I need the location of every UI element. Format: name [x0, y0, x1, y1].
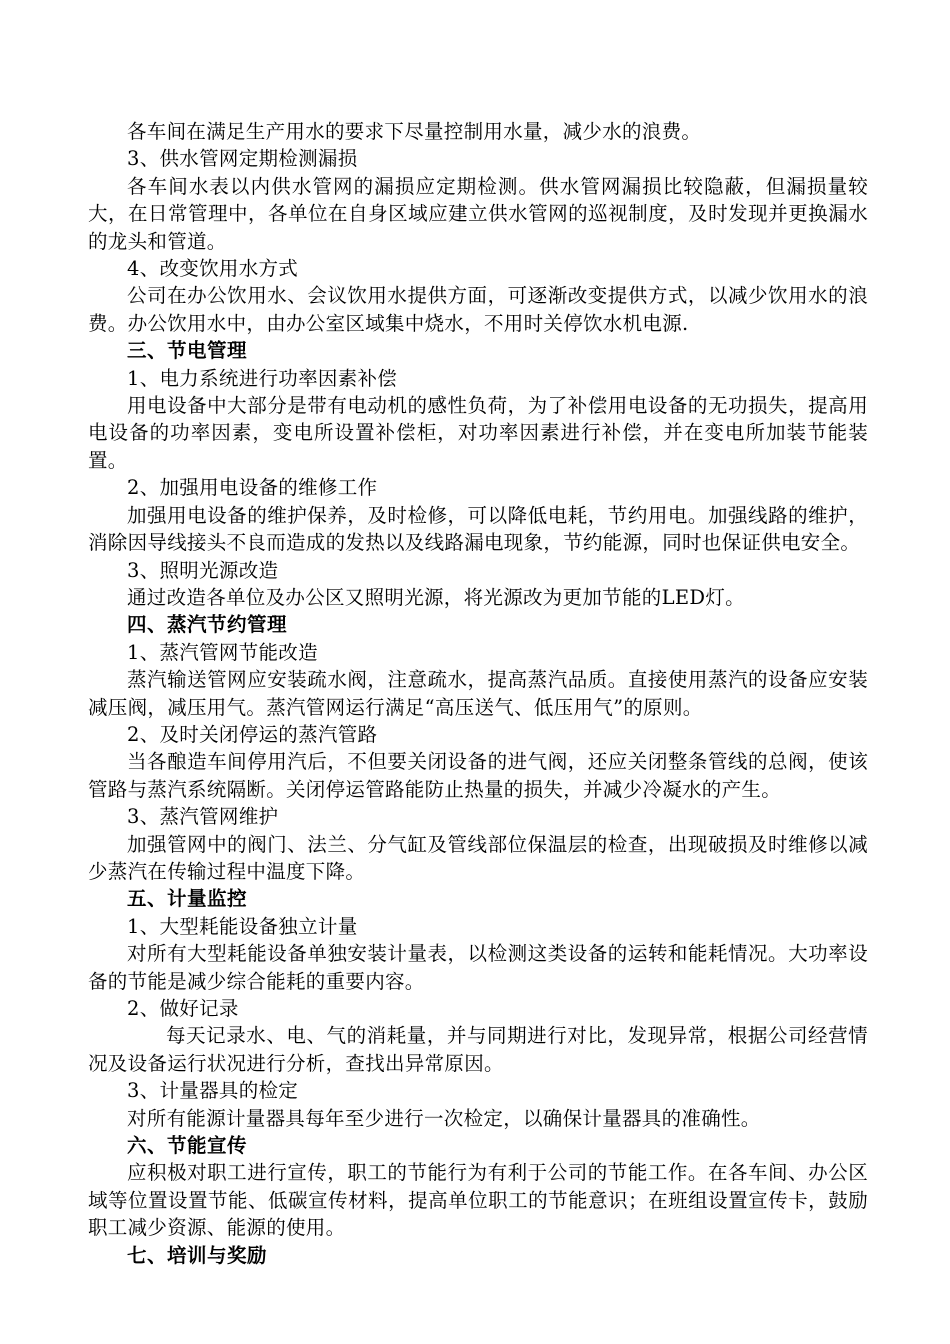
section-heading: 四、蒸汽节约管理 — [127, 613, 288, 637]
paragraph: 加强管网中的阀门、法兰、分气缸及管线部位保温层的检查，出现破损及时维修以减少蒸汽在传输过程中温度下降。 — [88, 832, 868, 883]
subsection-title: 2、做好记录 — [127, 997, 239, 1020]
section-heading: 六、节能宣传 — [127, 1134, 248, 1158]
subsection-title: 1、电力系统进行功率因素补偿 — [127, 366, 398, 390]
paragraph: 通过改造各单位及办公区又照明光源，将光源改为更加节能的LED灯。 — [127, 585, 745, 609]
subsection-title: 3、照明光源改造 — [127, 558, 279, 582]
paragraph: 蒸汽输送管网应安装疏水阀，注意疏水，提高蒸汽品质。直接使用蒸汽的设备应安装减压阀，减压用气。蒸汽管网运行满足“高压送气、低压用气”的原则。 — [88, 668, 868, 719]
paragraph: 公司在办公饮用水、会议饮用水提供方面，可逐渐改变提供方式，以减少饮用水的浪费。办公饮用水中，由办公室区域集中烧水，不用时关停饮水机电源. — [88, 284, 868, 335]
document-page — [88, 118, 868, 1269]
paragraph: 应积极对职工进行宣传，职工的节能行为有利于公司的节能工作。在各车间、办公区域等位置设置节能、低碳宣传材料，提高单位职工的节能意识；在班组设置宣传卡，鼓励职工减少资源、能源的使用。 — [88, 1161, 868, 1240]
subsection-title: 2、及时关闭停运的蒸汽管路 — [127, 722, 378, 746]
section-heading: 三、节电管理 — [127, 339, 248, 363]
paragraph: 用电设备中大部分是带有电动机的感性负荷，为了补偿用电设备的无功损失，提高用电设备的功率因素，变电所设置补偿柜，对功率因素进行补偿，并在变电所加装节能装置。 — [88, 394, 868, 472]
paragraph: 各车间水表以内供水管网的漏损应定期检测。供水管网漏损比较隐蔽，但漏损量较大，在日常管理中，各单位在自身区域应建立供水管网的巡视制度，及时发现并更换漏水的龙头和管道。 — [88, 174, 868, 253]
section-heading: 五、计量监控 — [127, 887, 248, 911]
subsection-title: 3、计量器具的检定 — [127, 1079, 299, 1103]
paragraph: 每天记录水、电、气的消耗量，并与同期进行对比，发现异常，根据公司经营情况及设备运行状况进行分析，查找出异常原因。 — [88, 1024, 868, 1075]
subsection-title: 3、蒸汽管网维护 — [127, 805, 279, 829]
paragraph: 各车间在满足生产用水的要求下尽量控制用水量，减少水的浪费。 — [127, 120, 702, 143]
section-heading: 七、培训与奖励 — [127, 1243, 268, 1267]
paragraph: 对所有能源计量器具每年至少进行一次检定，以确保计量器具的准确性。 — [127, 1106, 761, 1130]
subsection-title: 1、大型耗能设备独立计量 — [127, 914, 358, 938]
paragraph: 对所有大型耗能设备单独安装计量表，以检测这类设备的运转和能耗情况。大功率设备的节能是减少综合能耗的重要内容。 — [88, 942, 868, 993]
paragraph: 当各酿造车间停用汽后，不但要关闭设备的进气阀，还应关闭整条管线的总阀，使该管路与蒸汽系统隔断。关闭停运管路能防止热量的损失，并减少冷凝水的产生。 — [88, 750, 868, 801]
subsection-title: 2、加强用电设备的维修工作 — [127, 476, 378, 500]
paragraph: 加强用电设备的维护保养，及时检修，可以降低电耗，节约用电。加强线路的维护，消除因导线接头不良而造成的发热以及线路漏电现象，节约能源，同时也保证供电安全。 — [88, 503, 868, 555]
subsection-title: 3、供水管网定期检测漏损 — [127, 147, 358, 171]
subsection-title: 1、蒸汽管网节能改造 — [127, 640, 318, 664]
subsection-title: 4、改变饮用水方式 — [127, 257, 299, 281]
